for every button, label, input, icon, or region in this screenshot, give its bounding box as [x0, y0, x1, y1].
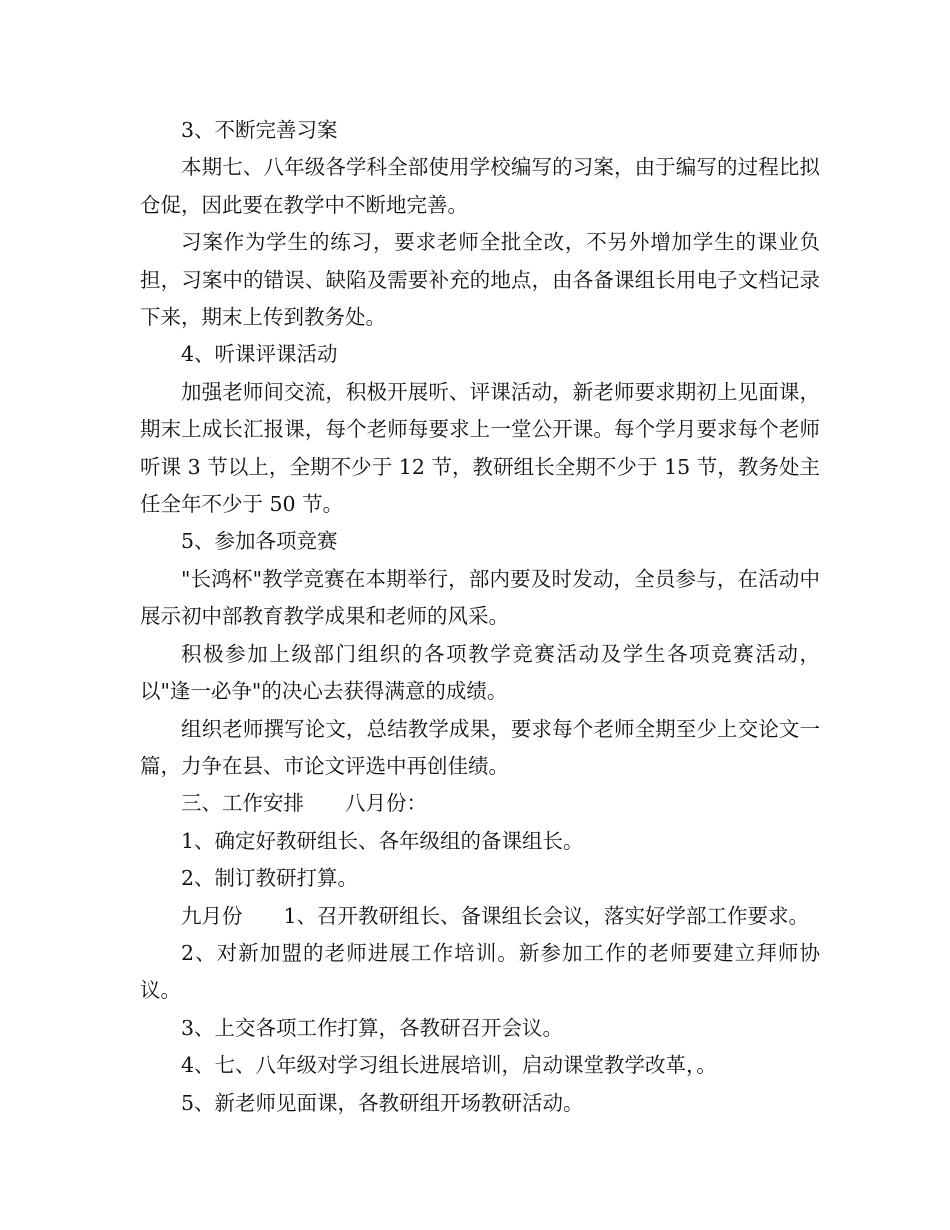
paragraph: 积极参加上级部门组织的各项教学竞赛活动及学生各项竞赛活动，以"逢一必争"的决心去获得满意的成绩。	[140, 641, 820, 704]
list-item: 九月份 1、召开教研组长、备课组长会议，落实好学部工作要求。	[181, 903, 810, 928]
list-item: 4、七、八年级对学习组长进展培训，启动课堂教学改革，。	[181, 1053, 717, 1078]
heading-3: 3、不断完善习案	[181, 118, 338, 142]
paragraph: 加强老师间交流，积极开展听、评课活动，新老师要求期初上见面课，期末上成长汇报课，每个老师每要求上一堂公开课。每个学月要求每个老师听课 3 节以上，全期不少于 12 节，教研组长全期不少于 15 节，教务处主任全年不少于 50 节。	[140, 379, 820, 517]
paragraph: 习案作为学生的练习，要求老师全批全改，不另外增加学生的课业负担，习案中的错误、缺陷及需要补充的地点，由各备课组长用电子文档记录下来，期末上传到教务处。	[140, 230, 820, 330]
paragraph: 本期七、八年级各学科全部使用学校编写的习案，由于编写的过程比拟仓促，因此要在教学中不断地完善。	[140, 155, 820, 217]
list-item: 3、上交各项工作打算，各教研召开会议。	[181, 1015, 564, 1040]
list-item: 5、新老师见面课，各教研组开场教研活动。	[181, 1090, 584, 1115]
list-item: 2、对新加盟的老师进展工作培训。新参加工作的老师要建立拜师协议。	[140, 940, 820, 1003]
heading-5: 5、参加各项竞赛	[181, 529, 338, 554]
list-item: 1、确定好教研组长、各年级组的备课组长。	[181, 828, 584, 853]
list-item: 2、制订教研打算。	[181, 866, 359, 891]
paragraph: 组织老师撰写论文，总结教学成果，要求每个老师全期至少上交论文一篇，力争在县、市论文评选中再创佳绩。	[140, 716, 820, 778]
section-heading: 三、工作安排 八月份：	[181, 791, 427, 816]
heading-4: 4、听课评课活动	[181, 342, 338, 367]
paragraph: "长鸿杯"教学竞赛在本期举行，部内要及时发动，全员参与，在活动中展示初中部教育教学成果和老师的风采。	[140, 566, 820, 629]
document-body	[140, 112, 820, 1122]
